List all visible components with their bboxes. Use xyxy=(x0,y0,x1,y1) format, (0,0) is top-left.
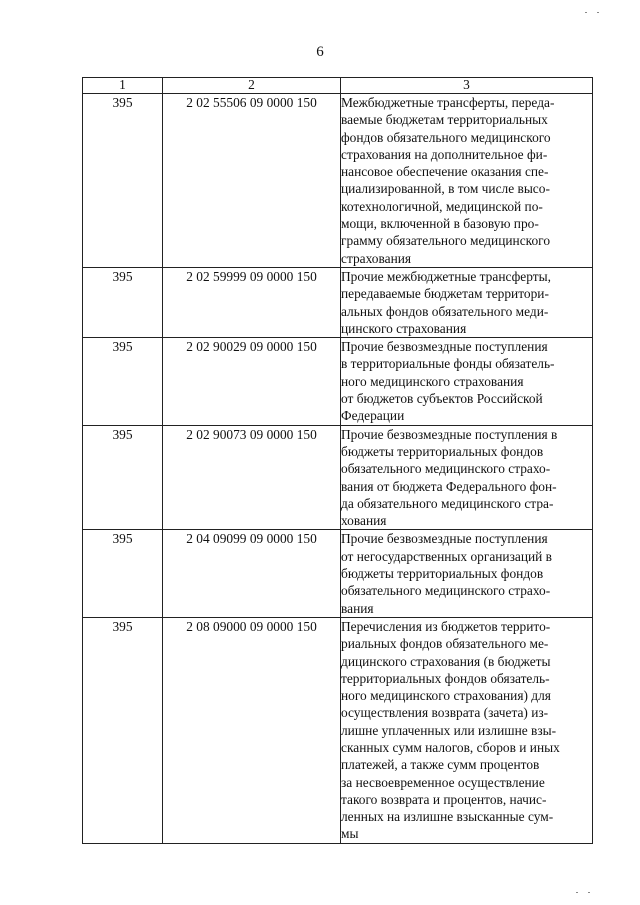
description-line: Прочие безвозмездные поступления xyxy=(341,339,548,355)
revenue-description-cell xyxy=(341,530,593,617)
description-line: мы xyxy=(341,826,359,842)
description-line: такого возврата и процентов, начис- xyxy=(341,791,547,807)
description-line: котехнологичной, медицинской по- xyxy=(341,198,543,214)
description-line: вания от бюджета Федерального фон- xyxy=(341,478,557,494)
header-col-2: 2 xyxy=(163,78,341,94)
header-col-3: 3 xyxy=(341,78,593,94)
budget-classification-code-cell: 2 04 09099 09 0000 150 xyxy=(163,530,341,617)
description-line: Прочие безвозмездные поступления xyxy=(341,531,548,547)
description-line: фондов обязательного медицинского xyxy=(341,129,551,145)
description-line: от негосударственных организаций в xyxy=(341,548,552,564)
description-line: Прочие безвозмездные поступления в xyxy=(341,426,558,442)
budget-classification-code-cell: 2 02 90029 09 0000 150 xyxy=(163,338,341,425)
description-line: дицинского страхования (в бюджеты xyxy=(341,653,551,669)
admin-code-cell: 395 xyxy=(83,267,163,337)
table-row xyxy=(83,338,593,425)
scan-speck xyxy=(588,892,590,893)
table-row xyxy=(83,94,593,268)
table-row xyxy=(83,530,593,617)
description-line: вания xyxy=(341,600,374,616)
description-line: да обязательного медицинского стра- xyxy=(341,495,554,511)
description-line: от бюджетов субъектов Российской xyxy=(341,391,543,407)
description-line: цинского страхования xyxy=(341,320,467,336)
admin-code-cell: 395 xyxy=(83,338,163,425)
admin-code-cell: 395 xyxy=(83,617,163,843)
description-line: бюджеты территориальных фондов xyxy=(341,443,544,459)
scan-speck xyxy=(597,12,599,13)
revenue-description-cell xyxy=(341,338,593,425)
description-line: ваемые бюджетам территориальных xyxy=(341,112,548,128)
description-line: страхования на дополнительное фи- xyxy=(341,146,548,162)
revenue-description-cell xyxy=(341,617,593,843)
description-line: Межбюджетные трансферты, переда- xyxy=(341,95,555,110)
description-line: мощи, включенной в базовую про- xyxy=(341,216,539,232)
budget-classification-code-cell: 2 02 90073 09 0000 150 xyxy=(163,425,341,530)
budget-codes-table xyxy=(82,77,593,844)
description-line: в территориальные фонды обязатель- xyxy=(341,356,555,372)
description-line: сканных сумм налогов, сборов и иных xyxy=(341,739,560,755)
description-line: обязательного медицинского страхо- xyxy=(341,461,551,477)
description-line: передаваемые бюджетам территори- xyxy=(341,286,549,302)
page-number: 6 xyxy=(316,44,324,60)
scan-speck xyxy=(576,892,578,893)
table-header xyxy=(83,78,593,94)
description-line: платежей, а также сумм процентов xyxy=(341,757,540,773)
table-body xyxy=(83,94,593,844)
admin-code-cell: 395 xyxy=(83,530,163,617)
description-line: лишне уплаченных или излишне взы- xyxy=(341,722,557,738)
description-line: Прочие межбюджетные трансферты, xyxy=(341,268,551,284)
description-line: альных фондов обязательного меди- xyxy=(341,303,549,319)
table-row xyxy=(83,425,593,530)
description-line: ного медицинского страхования) для xyxy=(341,688,551,704)
description-line: нансовое обеспечение оказания спе- xyxy=(341,164,549,180)
description-line: бюджеты территориальных фондов xyxy=(341,566,544,582)
budget-classification-code-cell: 2 02 55506 09 0000 150 xyxy=(163,94,341,268)
description-line: хования xyxy=(341,513,387,529)
admin-code-cell: 395 xyxy=(83,425,163,530)
description-line: территориальных фондов обязатель- xyxy=(341,670,550,686)
description-line: страхования xyxy=(341,250,412,266)
budget-classification-code-cell: 2 08 09000 09 0000 150 xyxy=(163,617,341,843)
revenue-description-cell xyxy=(341,267,593,337)
description-line: грамму обязательного медицинского xyxy=(341,233,551,249)
description-line: ленных на излишне взысканные сум- xyxy=(341,809,554,825)
table-row xyxy=(83,617,593,843)
scan-speck xyxy=(585,12,587,13)
budget-classification-code-cell: 2 02 59999 09 0000 150 xyxy=(163,267,341,337)
description-line: Федерации xyxy=(341,408,405,424)
description-line: циализированной, в том числе высо- xyxy=(341,181,550,197)
description-line: риальных фондов обязательного ме- xyxy=(341,636,549,652)
description-line: обязательного медицинского страхо- xyxy=(341,583,551,599)
header-col-1: 1 xyxy=(83,78,163,94)
header-row xyxy=(83,78,593,94)
admin-code-cell: 395 xyxy=(83,94,163,268)
revenue-description-cell xyxy=(341,94,593,268)
description-line: Перечисления из бюджетов террито- xyxy=(341,618,551,634)
revenue-description-cell xyxy=(341,425,593,530)
table-row xyxy=(83,267,593,337)
description-line: за несвоевременное осуществление xyxy=(341,774,545,790)
description-line: осуществления возврата (зачета) из- xyxy=(341,705,549,721)
description-line: ного медицинского страхования xyxy=(341,373,524,389)
